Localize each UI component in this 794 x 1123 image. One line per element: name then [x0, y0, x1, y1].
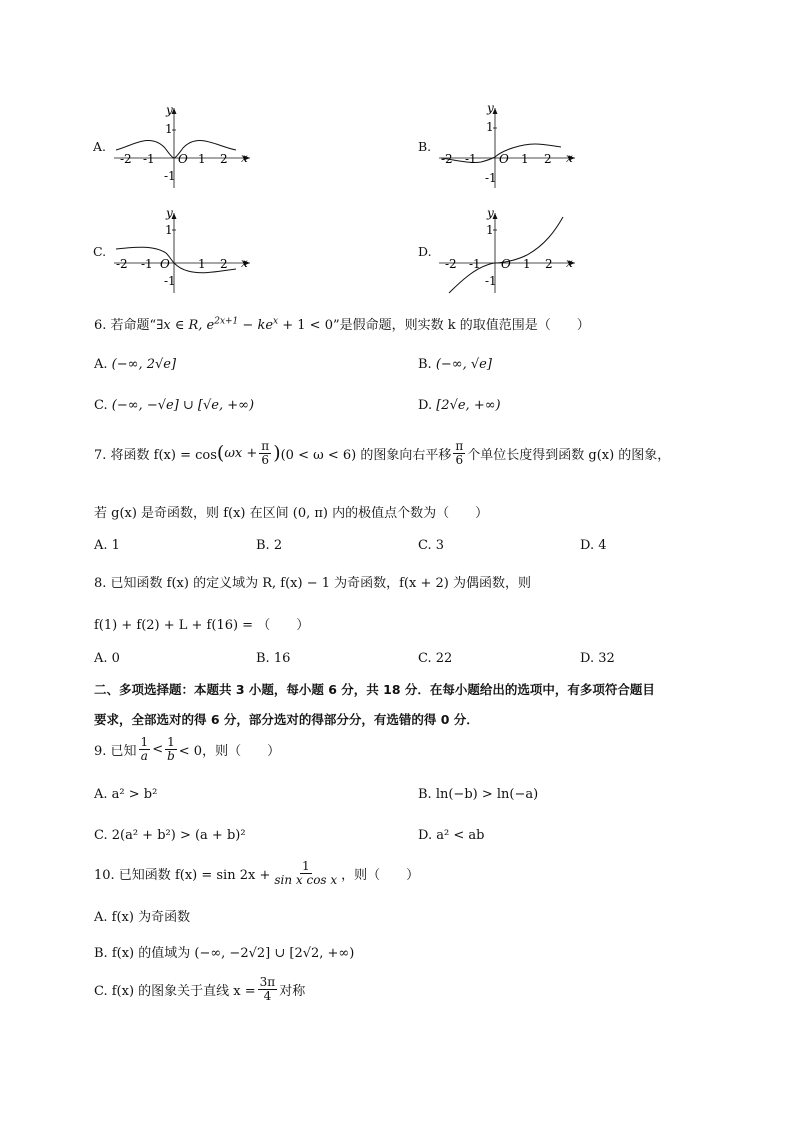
q9-frac-a-num: 1 — [140, 735, 149, 749]
graph-b-ylabel: y — [487, 101, 494, 115]
graph-c-xtick-m1: -1 — [141, 257, 153, 271]
graph-a-svg — [110, 100, 280, 190]
graph-a-xtick-m1: -1 — [143, 152, 155, 166]
q7-line1 — [94, 440, 670, 466]
q6-option-d-letter: D. — [418, 398, 433, 413]
q7-option-a[interactable]: A. 1 — [94, 538, 120, 553]
graph-a-xtick-2: 2 — [220, 152, 228, 166]
graph-b-ytick-1: 1 — [486, 120, 494, 134]
graph-c-xtick-1: 1 — [198, 257, 206, 271]
graph-d-xlabel: x — [566, 256, 573, 270]
graph-c-letter: C. — [93, 244, 107, 259]
q8-option-d[interactable]: D. 32 — [580, 651, 615, 666]
section2-line1: 二、多项选择题：本题共 3 小题，每小题 6 分，共 18 分．在每小题给出的选项中，有多项符合题目 — [94, 682, 655, 697]
q7-frac-den: 6 — [261, 452, 270, 467]
q10-option-c-frac — [258, 976, 278, 1002]
q6-prefix: 6. 若命题“ — [94, 318, 157, 333]
q6-mid: − ke — [238, 318, 274, 333]
q7-open-paren: ( — [216, 442, 225, 465]
q10-frac — [272, 860, 339, 886]
graph-c-ylabel: y — [166, 206, 173, 220]
graph-a-xtick-1: 1 — [198, 152, 206, 166]
graph-a-xlabel: x — [241, 151, 248, 165]
q7-option-b[interactable]: B. 2 — [256, 538, 283, 553]
graph-d-ytick-m1: -1 — [485, 274, 497, 288]
graph-c-origin: O — [160, 257, 170, 271]
q10-option-a[interactable]: A. f(x) 为奇函数 — [94, 910, 191, 925]
graph-a-ytick-m1: -1 — [164, 169, 176, 183]
q7-frac-pi6 — [259, 440, 271, 466]
q7-shift-den: 6 — [455, 452, 464, 467]
graph-d — [435, 205, 605, 295]
q6-option-b[interactable] — [418, 357, 492, 372]
q7-option-c[interactable]: C. 3 — [418, 538, 445, 553]
graph-b — [435, 100, 605, 190]
graph-b-svg — [435, 100, 605, 190]
q7-line1-a: 7. 将函数 f(x) = cos — [94, 447, 217, 463]
q6-sup2: x — [273, 316, 279, 327]
graph-b-ytick-m1: -1 — [485, 171, 497, 185]
graph-b-origin: O — [499, 152, 509, 166]
graph-b-xtick-m2: -2 — [441, 152, 453, 166]
q9-prefix: 9. 已知 — [94, 743, 137, 759]
q10-option-c-num: 3π — [259, 975, 276, 989]
q6-stem — [94, 314, 590, 333]
q9-option-b[interactable]: B. ln(−b) > ln(−a) — [418, 787, 539, 802]
q9-frac-a — [139, 736, 151, 762]
q8-option-b[interactable]: B. 16 — [256, 651, 291, 666]
q10-option-c-den: 4 — [263, 988, 272, 1003]
q6-option-d-text: [2√e, +∞) — [436, 398, 501, 413]
q6-option-b-text: (−∞, √e] — [435, 357, 492, 372]
q10-option-c[interactable] — [94, 976, 305, 1002]
graph-b-xtick-1: 1 — [521, 152, 529, 166]
q9-frac-b — [165, 736, 177, 762]
graph-d-origin: O — [501, 257, 511, 271]
q9-lt: < — [152, 741, 164, 757]
graph-c-svg — [110, 205, 280, 295]
graph-a-ylabel: y — [166, 103, 173, 117]
graph-d-xtick-m1: -1 — [469, 257, 481, 271]
q7-line1-b: (0 < ω < 6) 的图象向右平移 — [280, 447, 452, 463]
graph-a — [110, 100, 280, 190]
q6-tail: + 1 < 0”是假命题，则实数 k 的取值范围是（ ） — [278, 318, 590, 333]
graph-d-xtick-1: 1 — [523, 257, 531, 271]
q7-option-d[interactable]: D. 4 — [580, 538, 607, 553]
q9-frac-b-den: b — [167, 748, 175, 763]
graph-a-letter: A. — [93, 139, 107, 154]
q7-line1-c: 个单位长度得到函数 g(x) 的图象， — [467, 447, 671, 463]
q7-close-paren: ) — [273, 442, 281, 465]
graph-b-xlabel: x — [566, 151, 573, 165]
q6-exists: ∃x ∈ R, e — [156, 318, 215, 333]
q10-tail: ，则（ ） — [341, 867, 420, 883]
graph-d-ylabel: y — [487, 206, 494, 220]
section2-line2: 要求，全部选对的得 6 分，部分选对的得部分分，有选错的得 0 分． — [94, 712, 479, 727]
q8-option-c[interactable]: C. 22 — [418, 651, 453, 666]
q10-option-b[interactable]: B. f(x) 的值域为 (−∞, −2√2] ∪ [2√2, +∞) — [94, 946, 355, 961]
graph-d-svg — [435, 205, 605, 295]
q9-tail: < 0，则（ ） — [178, 743, 281, 759]
graph-b-letter: B. — [418, 139, 432, 154]
graph-d-xtick-m2: -2 — [445, 257, 457, 271]
q8-line2: f(1) + f(2) + L + f(16) = （ ） — [94, 618, 310, 633]
q9-stem — [94, 736, 280, 762]
graph-c-xlabel: x — [241, 256, 248, 270]
graph-d-xtick-2: 2 — [545, 257, 553, 271]
graph-a-ytick-1: 1 — [165, 122, 173, 136]
graph-a-origin: O — [178, 152, 188, 166]
graph-b-xtick-2: 2 — [544, 152, 552, 166]
graph-d-ytick-1: 1 — [486, 223, 494, 237]
q9-option-d[interactable]: D. a² < ab — [418, 828, 485, 843]
q7-shift-num: π — [455, 439, 464, 453]
q10-option-c-a: C. f(x) 的图象关于直线 x = — [94, 983, 256, 999]
q8-line1: 8. 已知函数 f(x) 的定义域为 R, f(x) − 1 为奇函数，f(x + 2) 为偶函数，则 — [94, 576, 531, 591]
graph-b-xtick-m1: -1 — [465, 152, 477, 166]
q9-frac-b-num: 1 — [167, 735, 175, 749]
q10-stem — [94, 860, 419, 886]
q6-option-a-text: (−∞, 2√e] — [111, 357, 177, 372]
q6-option-b-letter: B. — [418, 357, 432, 372]
q10-frac-num: 1 — [301, 859, 310, 873]
q6-option-a[interactable] — [94, 357, 176, 372]
q6-option-c-text: (−∞, −√e] ∪ [√e, +∞) — [111, 398, 255, 413]
q6-option-c[interactable] — [94, 398, 254, 413]
graph-c-ytick-m1: -1 — [164, 274, 176, 288]
q6-option-d[interactable] — [418, 398, 501, 413]
q9-option-c[interactable]: C. 2(a² + b²) > (a + b)² — [94, 828, 246, 843]
q9-option-a[interactable]: A. a² > b² — [94, 787, 158, 802]
q10-prefix: 10. 已知函数 f(x) = sin 2x + — [94, 867, 271, 883]
q10-frac-den: sin x cos x — [274, 872, 338, 887]
q7-line2: 若 g(x) 是奇函数，则 f(x) 在区间 (0, π) 内的极值点个数为（ ） — [94, 506, 489, 521]
q10-option-c-b: 对称 — [279, 983, 306, 999]
graph-c — [110, 205, 280, 295]
q6-option-c-letter: C. — [94, 398, 108, 413]
graph-c-xtick-2: 2 — [220, 257, 228, 271]
q6-sup1: 2x+1 — [214, 316, 239, 327]
q6-option-a-letter: A. — [94, 357, 108, 372]
q9-frac-a-den: a — [140, 748, 148, 763]
graph-c-xtick-m2: -2 — [116, 257, 128, 271]
q8-option-a[interactable]: A. 0 — [94, 651, 120, 666]
graph-d-letter: D. — [418, 244, 432, 259]
q7-frac-shift — [453, 440, 465, 466]
graph-a-xtick-m2: -2 — [120, 152, 132, 166]
q7-paren-a: ωx + — [224, 445, 258, 461]
q7-frac-num: π — [261, 439, 270, 453]
graph-c-ytick-1: 1 — [165, 223, 173, 237]
